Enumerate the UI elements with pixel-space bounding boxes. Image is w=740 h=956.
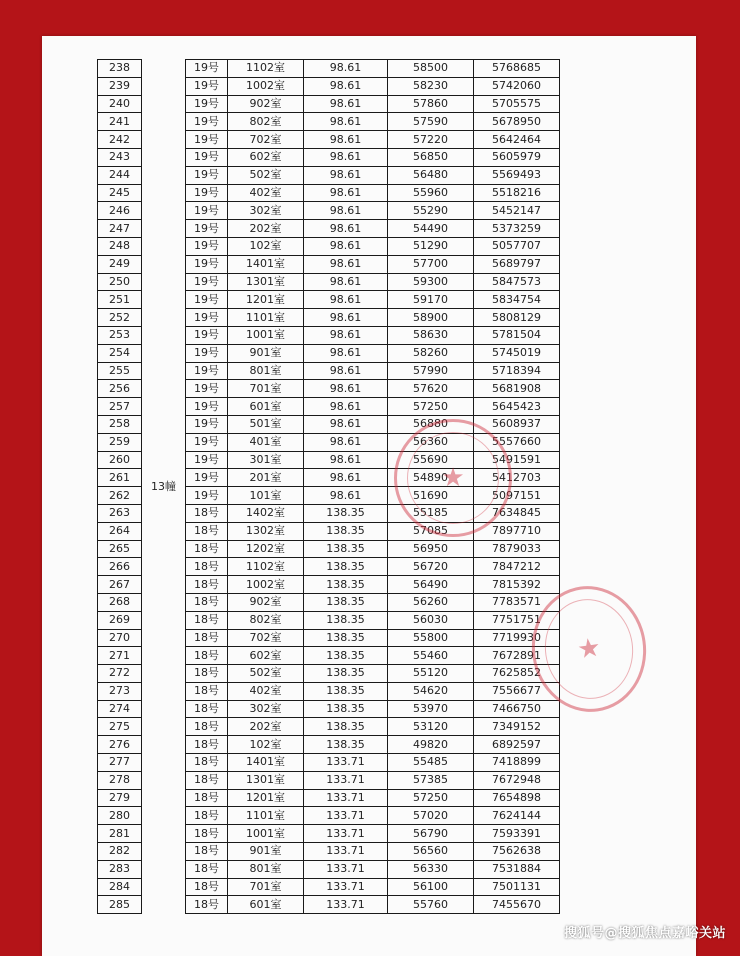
area-cell: 98.61 <box>304 77 388 95</box>
unit-price-cell: 49820 <box>388 736 474 754</box>
total-price-cell: 7847212 <box>474 558 560 576</box>
unit-price-cell: 55485 <box>388 754 474 772</box>
row-number-cell: 284 <box>98 878 142 896</box>
unit-price-cell: 53120 <box>388 718 474 736</box>
room-number-cell: 202室 <box>228 220 304 238</box>
row-number-cell: 276 <box>98 736 142 754</box>
unit-number-cell: 19号 <box>186 131 228 149</box>
total-price-cell: 7879033 <box>474 540 560 558</box>
total-price-cell: 5557660 <box>474 433 560 451</box>
room-number-cell: 401室 <box>228 433 304 451</box>
unit-price-cell: 54620 <box>388 682 474 700</box>
unit-price-cell: 57250 <box>388 789 474 807</box>
unit-price-cell: 56480 <box>388 166 474 184</box>
room-number-cell: 802室 <box>228 113 304 131</box>
area-cell: 138.35 <box>304 558 388 576</box>
area-cell: 133.71 <box>304 807 388 825</box>
row-number-cell: 242 <box>98 131 142 149</box>
total-price-cell: 5705575 <box>474 95 560 113</box>
room-number-cell: 302室 <box>228 202 304 220</box>
total-price-cell: 5569493 <box>474 166 560 184</box>
area-cell: 133.71 <box>304 896 388 914</box>
unit-price-cell: 51290 <box>388 237 474 255</box>
document-page <box>42 36 696 956</box>
area-cell: 138.35 <box>304 629 388 647</box>
total-price-cell: 5642464 <box>474 131 560 149</box>
unit-price-cell: 53970 <box>388 700 474 718</box>
row-number-cell: 254 <box>98 344 142 362</box>
unit-price-cell: 55120 <box>388 665 474 683</box>
unit-price-cell: 58630 <box>388 326 474 344</box>
unit-number-cell: 19号 <box>186 166 228 184</box>
total-price-cell: 5605979 <box>474 148 560 166</box>
unit-price-cell: 57620 <box>388 380 474 398</box>
row-number-cell: 273 <box>98 682 142 700</box>
total-price-cell: 7562638 <box>474 843 560 861</box>
area-cell: 98.61 <box>304 291 388 309</box>
room-number-cell: 1302室 <box>228 522 304 540</box>
total-price-cell: 5745019 <box>474 344 560 362</box>
area-cell: 98.61 <box>304 344 388 362</box>
total-price-cell: 5742060 <box>474 77 560 95</box>
unit-price-cell: 56360 <box>388 433 474 451</box>
unit-number-cell: 18号 <box>186 843 228 861</box>
building-label-cell <box>142 60 186 914</box>
official-seal-stamp: ★ <box>524 579 654 720</box>
unit-price-cell: 58260 <box>388 344 474 362</box>
unit-price-cell: 55800 <box>388 629 474 647</box>
unit-price-cell: 57020 <box>388 807 474 825</box>
unit-number-cell: 18号 <box>186 807 228 825</box>
room-number-cell: 901室 <box>228 344 304 362</box>
row-number-cell: 271 <box>98 647 142 665</box>
total-price-cell: 7625852 <box>474 665 560 683</box>
total-price-cell: 5689797 <box>474 255 560 273</box>
area-cell: 138.35 <box>304 522 388 540</box>
area-cell: 133.71 <box>304 843 388 861</box>
unit-number-cell: 19号 <box>186 184 228 202</box>
unit-price-cell: 56330 <box>388 860 474 878</box>
total-price-cell: 6892597 <box>474 736 560 754</box>
unit-price-cell: 58230 <box>388 77 474 95</box>
unit-price-cell: 57860 <box>388 95 474 113</box>
unit-number-cell: 19号 <box>186 326 228 344</box>
room-number-cell: 501室 <box>228 415 304 433</box>
unit-price-cell: 56880 <box>388 415 474 433</box>
unit-number-cell: 19号 <box>186 433 228 451</box>
area-cell: 98.61 <box>304 326 388 344</box>
unit-price-cell: 56100 <box>388 878 474 896</box>
row-number-cell: 280 <box>98 807 142 825</box>
unit-number-cell: 18号 <box>186 611 228 629</box>
area-cell: 133.71 <box>304 825 388 843</box>
official-seal-stamp: ★ <box>394 419 512 537</box>
room-number-cell: 1102室 <box>228 60 304 78</box>
total-price-cell: 7531884 <box>474 860 560 878</box>
unit-price-cell: 56030 <box>388 611 474 629</box>
row-number-cell: 253 <box>98 326 142 344</box>
room-number-cell: 402室 <box>228 682 304 700</box>
room-number-cell: 702室 <box>228 131 304 149</box>
area-cell: 98.61 <box>304 166 388 184</box>
unit-number-cell: 19号 <box>186 202 228 220</box>
row-number-cell: 238 <box>98 60 142 78</box>
area-cell: 98.61 <box>304 451 388 469</box>
row-number-cell: 270 <box>98 629 142 647</box>
total-price-cell: 7501131 <box>474 878 560 896</box>
row-number-cell: 277 <box>98 754 142 772</box>
room-number-cell: 701室 <box>228 878 304 896</box>
unit-number-cell: 19号 <box>186 487 228 505</box>
unit-price-cell: 57700 <box>388 255 474 273</box>
room-number-cell: 602室 <box>228 647 304 665</box>
row-number-cell: 264 <box>98 522 142 540</box>
unit-price-cell: 57085 <box>388 522 474 540</box>
room-number-cell: 202室 <box>228 718 304 736</box>
row-number-cell: 274 <box>98 700 142 718</box>
total-price-cell: 7751751 <box>474 611 560 629</box>
area-cell: 138.35 <box>304 540 388 558</box>
unit-price-cell: 56950 <box>388 540 474 558</box>
row-number-cell: 261 <box>98 469 142 487</box>
price-table-body <box>98 60 560 914</box>
room-number-cell: 102室 <box>228 736 304 754</box>
unit-number-cell: 18号 <box>186 576 228 594</box>
room-number-cell: 901室 <box>228 843 304 861</box>
source-watermark: 搜狐号@搜狐焦点嘉峪关站 <box>563 926 726 941</box>
room-number-cell: 1002室 <box>228 77 304 95</box>
row-number-cell: 249 <box>98 255 142 273</box>
unit-number-cell: 19号 <box>186 95 228 113</box>
row-number-cell: 279 <box>98 789 142 807</box>
unit-number-cell: 19号 <box>186 273 228 291</box>
room-number-cell: 1301室 <box>228 273 304 291</box>
area-cell: 98.61 <box>304 184 388 202</box>
total-price-cell: 7634845 <box>474 504 560 522</box>
unit-number-cell: 19号 <box>186 77 228 95</box>
row-number-cell: 283 <box>98 860 142 878</box>
area-cell: 133.71 <box>304 789 388 807</box>
area-cell: 138.35 <box>304 700 388 718</box>
room-number-cell: 1301室 <box>228 771 304 789</box>
area-cell: 138.35 <box>304 736 388 754</box>
row-number-cell: 252 <box>98 309 142 327</box>
unit-number-cell: 18号 <box>186 736 228 754</box>
total-price-cell: 5518216 <box>474 184 560 202</box>
unit-price-cell: 59170 <box>388 291 474 309</box>
unit-number-cell: 19号 <box>186 220 228 238</box>
unit-price-cell: 58500 <box>388 60 474 78</box>
area-cell: 133.71 <box>304 860 388 878</box>
unit-number-cell: 18号 <box>186 896 228 914</box>
room-number-cell: 1102室 <box>228 558 304 576</box>
unit-number-cell: 19号 <box>186 255 228 273</box>
unit-number-cell: 18号 <box>186 878 228 896</box>
unit-number-cell: 18号 <box>186 789 228 807</box>
room-number-cell: 1001室 <box>228 326 304 344</box>
total-price-cell: 5847573 <box>474 273 560 291</box>
area-cell: 98.61 <box>304 273 388 291</box>
total-price-cell: 7672948 <box>474 771 560 789</box>
area-cell: 98.61 <box>304 415 388 433</box>
room-number-cell: 102室 <box>228 237 304 255</box>
table-row <box>98 60 560 78</box>
unit-number-cell: 19号 <box>186 113 228 131</box>
area-cell: 138.35 <box>304 647 388 665</box>
row-number-cell: 272 <box>98 665 142 683</box>
total-price-cell: 7556677 <box>474 682 560 700</box>
total-price-cell: 5097151 <box>474 487 560 505</box>
unit-price-cell: 55460 <box>388 647 474 665</box>
unit-number-cell: 18号 <box>186 754 228 772</box>
row-number-cell: 269 <box>98 611 142 629</box>
total-price-cell: 7672891 <box>474 647 560 665</box>
unit-price-cell: 56850 <box>388 148 474 166</box>
unit-number-cell: 18号 <box>186 629 228 647</box>
row-number-cell: 282 <box>98 843 142 861</box>
row-number-cell: 268 <box>98 593 142 611</box>
row-number-cell: 278 <box>98 771 142 789</box>
total-price-cell: 5834754 <box>474 291 560 309</box>
room-number-cell: 1201室 <box>228 291 304 309</box>
unit-number-cell: 18号 <box>186 700 228 718</box>
total-price-cell: 5678950 <box>474 113 560 131</box>
unit-number-cell: 19号 <box>186 451 228 469</box>
total-price-cell: 7815392 <box>474 576 560 594</box>
room-number-cell: 1002室 <box>228 576 304 594</box>
row-number-cell: 250 <box>98 273 142 291</box>
unit-number-cell: 18号 <box>186 647 228 665</box>
total-price-cell: 7783571 <box>474 593 560 611</box>
unit-price-cell: 57250 <box>388 398 474 416</box>
area-cell: 138.35 <box>304 593 388 611</box>
unit-price-cell: 55690 <box>388 451 474 469</box>
row-number-cell: 240 <box>98 95 142 113</box>
room-number-cell: 201室 <box>228 469 304 487</box>
room-number-cell: 701室 <box>228 380 304 398</box>
unit-price-cell: 54890 <box>388 469 474 487</box>
unit-price-cell: 54490 <box>388 220 474 238</box>
unit-number-cell: 19号 <box>186 415 228 433</box>
unit-number-cell: 18号 <box>186 825 228 843</box>
unit-number-cell: 19号 <box>186 309 228 327</box>
unit-price-cell: 56790 <box>388 825 474 843</box>
row-number-cell: 263 <box>98 504 142 522</box>
row-number-cell: 246 <box>98 202 142 220</box>
area-cell: 98.61 <box>304 60 388 78</box>
area-cell: 98.61 <box>304 469 388 487</box>
total-price-cell: 7349152 <box>474 718 560 736</box>
row-number-cell: 244 <box>98 166 142 184</box>
area-cell: 98.61 <box>304 148 388 166</box>
room-number-cell: 301室 <box>228 451 304 469</box>
unit-number-cell: 19号 <box>186 380 228 398</box>
row-number-cell: 255 <box>98 362 142 380</box>
row-number-cell: 285 <box>98 896 142 914</box>
total-price-cell: 5057707 <box>474 237 560 255</box>
total-price-cell: 5491591 <box>474 451 560 469</box>
total-price-cell: 5808129 <box>474 309 560 327</box>
room-number-cell: 502室 <box>228 166 304 184</box>
room-number-cell: 801室 <box>228 860 304 878</box>
row-number-cell: 247 <box>98 220 142 238</box>
area-cell: 138.35 <box>304 718 388 736</box>
total-price-cell: 5781504 <box>474 326 560 344</box>
unit-price-cell: 59300 <box>388 273 474 291</box>
room-number-cell: 1101室 <box>228 807 304 825</box>
area-cell: 98.61 <box>304 237 388 255</box>
area-cell: 138.35 <box>304 611 388 629</box>
total-price-cell: 5645423 <box>474 398 560 416</box>
total-price-cell: 7593391 <box>474 825 560 843</box>
area-cell: 98.61 <box>304 309 388 327</box>
area-cell: 98.61 <box>304 398 388 416</box>
row-number-cell: 262 <box>98 487 142 505</box>
row-number-cell: 245 <box>98 184 142 202</box>
unit-price-cell: 57990 <box>388 362 474 380</box>
unit-price-cell: 55960 <box>388 184 474 202</box>
area-cell: 133.71 <box>304 754 388 772</box>
unit-price-cell: 55290 <box>388 202 474 220</box>
price-table <box>97 59 560 914</box>
unit-number-cell: 19号 <box>186 291 228 309</box>
unit-price-cell: 55185 <box>388 504 474 522</box>
unit-price-cell: 57385 <box>388 771 474 789</box>
area-cell: 98.61 <box>304 487 388 505</box>
unit-price-cell: 56260 <box>388 593 474 611</box>
unit-price-cell: 51690 <box>388 487 474 505</box>
total-price-cell: 5718394 <box>474 362 560 380</box>
row-number-cell: 265 <box>98 540 142 558</box>
area-cell: 138.35 <box>304 665 388 683</box>
unit-price-cell: 58900 <box>388 309 474 327</box>
row-number-cell: 259 <box>98 433 142 451</box>
unit-number-cell: 19号 <box>186 362 228 380</box>
unit-number-cell: 18号 <box>186 860 228 878</box>
area-cell: 133.71 <box>304 878 388 896</box>
total-price-cell: 7418899 <box>474 754 560 772</box>
area-cell: 98.61 <box>304 255 388 273</box>
total-price-cell: 7654898 <box>474 789 560 807</box>
room-number-cell: 801室 <box>228 362 304 380</box>
area-cell: 98.61 <box>304 95 388 113</box>
total-price-cell: 5608937 <box>474 415 560 433</box>
unit-price-cell: 56490 <box>388 576 474 594</box>
unit-price-cell: 56560 <box>388 843 474 861</box>
row-number-cell: 257 <box>98 398 142 416</box>
row-number-cell: 243 <box>98 148 142 166</box>
unit-number-cell: 19号 <box>186 344 228 362</box>
room-number-cell: 502室 <box>228 665 304 683</box>
unit-number-cell: 19号 <box>186 398 228 416</box>
unit-number-cell: 18号 <box>186 718 228 736</box>
room-number-cell: 1401室 <box>228 754 304 772</box>
row-number-cell: 275 <box>98 718 142 736</box>
room-number-cell: 1001室 <box>228 825 304 843</box>
room-number-cell: 702室 <box>228 629 304 647</box>
row-number-cell: 241 <box>98 113 142 131</box>
room-number-cell: 902室 <box>228 95 304 113</box>
area-cell: 98.61 <box>304 131 388 149</box>
row-number-cell: 260 <box>98 451 142 469</box>
room-number-cell: 902室 <box>228 593 304 611</box>
area-cell: 138.35 <box>304 504 388 522</box>
area-cell: 138.35 <box>304 682 388 700</box>
room-number-cell: 402室 <box>228 184 304 202</box>
total-price-cell: 7719930 <box>474 629 560 647</box>
total-price-cell: 7466750 <box>474 700 560 718</box>
unit-number-cell: 18号 <box>186 665 228 683</box>
unit-number-cell: 18号 <box>186 771 228 789</box>
unit-number-cell: 19号 <box>186 237 228 255</box>
row-number-cell: 258 <box>98 415 142 433</box>
row-number-cell: 267 <box>98 576 142 594</box>
unit-number-cell: 18号 <box>186 682 228 700</box>
row-number-cell: 281 <box>98 825 142 843</box>
room-number-cell: 802室 <box>228 611 304 629</box>
unit-number-cell: 18号 <box>186 558 228 576</box>
unit-price-cell: 56720 <box>388 558 474 576</box>
area-cell: 98.61 <box>304 362 388 380</box>
total-price-cell: 7455670 <box>474 896 560 914</box>
area-cell: 98.61 <box>304 380 388 398</box>
room-number-cell: 602室 <box>228 148 304 166</box>
area-cell: 98.61 <box>304 433 388 451</box>
total-price-cell: 7897710 <box>474 522 560 540</box>
total-price-cell: 5768685 <box>474 60 560 78</box>
unit-price-cell: 57220 <box>388 131 474 149</box>
unit-number-cell: 18号 <box>186 540 228 558</box>
room-number-cell: 302室 <box>228 700 304 718</box>
unit-number-cell: 19号 <box>186 469 228 487</box>
room-number-cell: 101室 <box>228 487 304 505</box>
room-number-cell: 1101室 <box>228 309 304 327</box>
area-cell: 98.61 <box>304 113 388 131</box>
building-label: 13幢 <box>151 479 176 493</box>
unit-number-cell: 18号 <box>186 522 228 540</box>
total-price-cell: 7624144 <box>474 807 560 825</box>
room-number-cell: 1202室 <box>228 540 304 558</box>
row-number-cell: 251 <box>98 291 142 309</box>
total-price-cell: 5681908 <box>474 380 560 398</box>
area-cell: 138.35 <box>304 576 388 594</box>
total-price-cell: 5452147 <box>474 202 560 220</box>
total-price-cell: 5373259 <box>474 220 560 238</box>
area-cell: 98.61 <box>304 202 388 220</box>
row-number-cell: 239 <box>98 77 142 95</box>
total-price-cell: 5412703 <box>474 469 560 487</box>
row-number-cell: 256 <box>98 380 142 398</box>
unit-price-cell: 55760 <box>388 896 474 914</box>
row-number-cell: 266 <box>98 558 142 576</box>
room-number-cell: 1201室 <box>228 789 304 807</box>
unit-number-cell: 19号 <box>186 60 228 78</box>
unit-number-cell: 18号 <box>186 593 228 611</box>
row-number-cell: 248 <box>98 237 142 255</box>
unit-number-cell: 18号 <box>186 504 228 522</box>
unit-number-cell: 19号 <box>186 148 228 166</box>
room-number-cell: 1402室 <box>228 504 304 522</box>
room-number-cell: 1401室 <box>228 255 304 273</box>
room-number-cell: 601室 <box>228 896 304 914</box>
area-cell: 133.71 <box>304 771 388 789</box>
area-cell: 98.61 <box>304 220 388 238</box>
unit-price-cell: 57590 <box>388 113 474 131</box>
room-number-cell: 601室 <box>228 398 304 416</box>
